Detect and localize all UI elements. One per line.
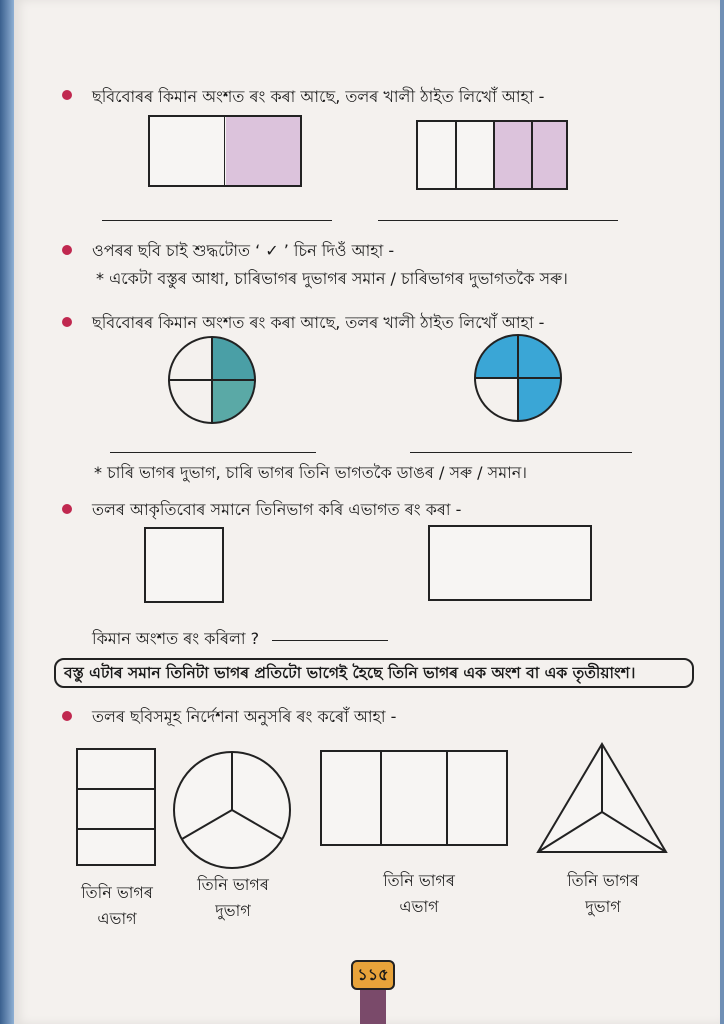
circle-quarters-right	[470, 330, 566, 426]
q3-text: ছবিবোৰৰ কিমান অংশত ৰং কৰা আছে, তলৰ খালী ঠাইত লিখোঁ আহা -	[92, 313, 545, 332]
book-spine	[0, 0, 14, 1024]
q1-rect-right	[416, 120, 568, 190]
bullet-icon	[62, 711, 72, 721]
definition-banner: বস্তু এটাৰ সমান তিনিটা ভাগৰ প্ৰতিটো ভাগেই হৈছে তিনি ভাগৰ এক অংশ বা এক তৃতীয়াংশ।	[54, 658, 694, 688]
bullet-icon	[62, 317, 72, 327]
bullet-icon	[62, 245, 72, 255]
caption-circle: তিনি ভাগৰ দুভাগ	[197, 875, 269, 920]
q3-statement: * চাৰি ভাগৰ দুভাগ, চাৰি ভাগৰ তিনি ভাগতকৈ ডাঙৰ / সৰু / সমান।	[94, 463, 528, 482]
rectangle-shape[interactable]	[428, 525, 592, 601]
answer-line[interactable]	[102, 220, 332, 221]
q1-rect-left	[148, 115, 302, 187]
square-shape[interactable]	[144, 527, 224, 603]
q2-statement: * একেটা বস্তুৰ আধা, চাৰিভাগৰ দুভাগৰ সমান / চাৰিভাগৰ দুভাগতকৈ সৰু।	[96, 269, 568, 288]
circle-three-parts[interactable]	[170, 748, 294, 872]
q4-question: কিমান অংশত ৰং কৰিলা ?	[92, 629, 260, 648]
page-number: ১১৫	[351, 960, 395, 990]
bullet-icon	[62, 504, 72, 514]
answer-line[interactable]	[378, 220, 618, 221]
caption-triangle: তিনি ভাগৰ দুভাগ	[567, 871, 639, 916]
q2-text: ওপৰৰ ছবি চাই শুদ্ধটোত ‘ ✓ ’ চিন দিওঁ আহা -	[92, 241, 395, 260]
rect-three-columns[interactable]	[320, 750, 508, 846]
q1-text: ছবিবোৰৰ কিমান অংশত ৰং কৰা আছে, তলৰ খালী ঠাইত লিখোঁ আহা -	[92, 87, 545, 106]
answer-line[interactable]	[410, 452, 632, 453]
answer-line[interactable]	[110, 452, 316, 453]
q4-text: তলৰ আকৃতিবোৰ সমানে তিনিভাগ কৰি এভাগত ৰং কৰা -	[92, 500, 462, 519]
q5-text: তলৰ ছবিসমূহ নিৰ্দেশনা অনুসৰি ৰং কৰোঁ আহা -	[92, 707, 397, 726]
bullet-icon	[62, 90, 72, 100]
rect-three-rows[interactable]	[76, 748, 156, 866]
caption-rect-rows: তিনি ভাগৰ এভাগ	[81, 883, 153, 928]
triangle-three-parts[interactable]	[534, 740, 670, 858]
page	[14, 0, 720, 1024]
answer-line[interactable]	[272, 640, 388, 641]
bookmark-tab	[360, 990, 386, 1024]
circle-quarters-left	[164, 332, 260, 428]
caption-rect-columns: তিনি ভাগৰ এভাগ	[383, 871, 455, 916]
